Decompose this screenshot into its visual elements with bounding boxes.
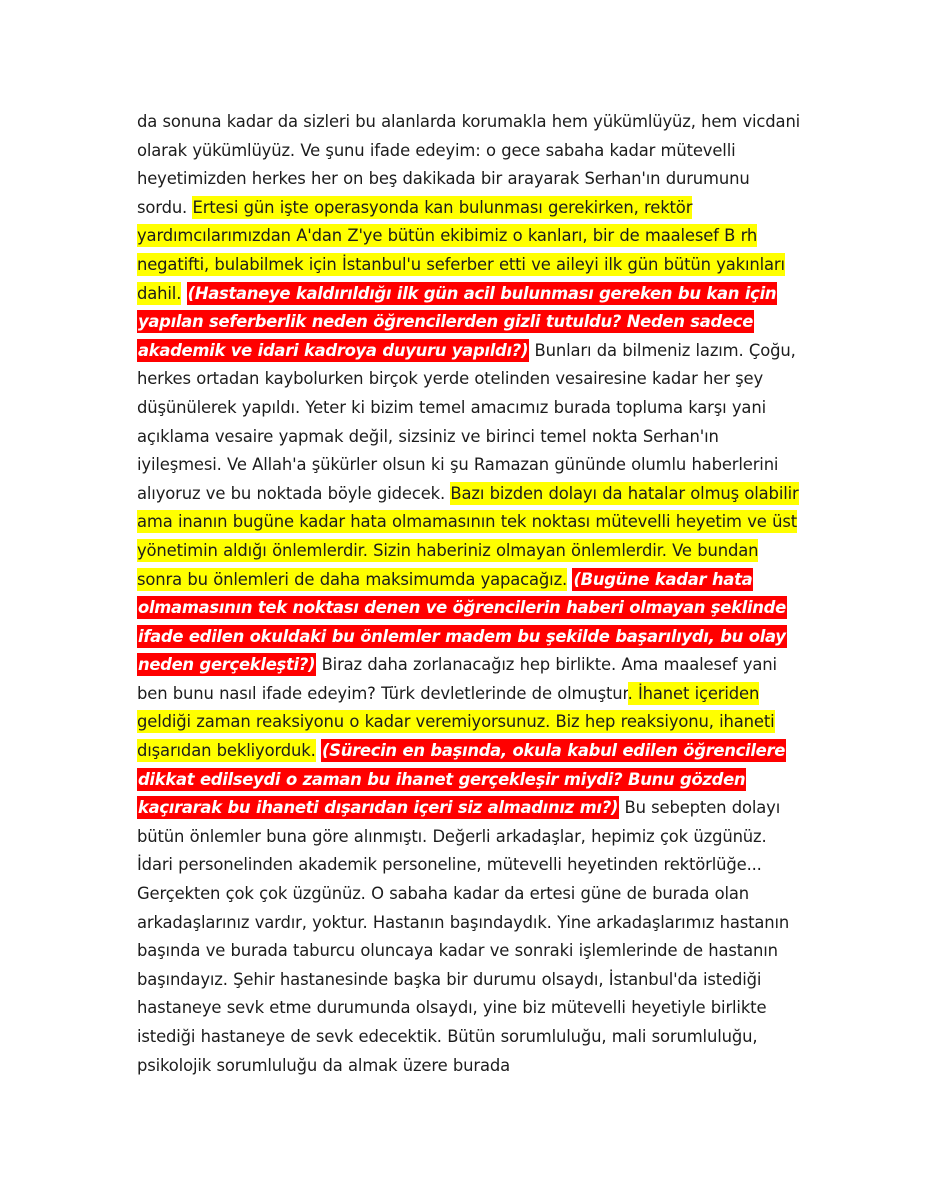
yellow-highlighted-text: Ertesi gün işte operasyonda kan bulunması gerekirken, rektör yardımcılarımızdan A'dan Z'ye bütün ekibimiz o kanları, bir de maalesef B rh negatifti, bulabilmek için İstanbul'u seferber etti ve aileyi ilk gün bütün yakınları dahil. xyxy=(137,197,785,303)
transcript-text: da sonuna kadar da sizleri bu alanlarda korumakla hem yükümlüyüz, hem vicdani olarak yükümlüyüz. Ve şunu ifade edeyim: o gece sabaha kadar mütevelli heyetimizden herkes her on beş dakikada bir arayarak Serhan'ın durumunu sordu. xyxy=(137,112,801,217)
red-highlighted-question: (Sürecin en başında, okula kabul edilen öğrencilere dikkat edilseydi o zaman bu ihanet gerçekleşir miydi? Bunu gözden kaçırarak bu ihaneti dışarıdan içeri siz almadınız mı?) xyxy=(138,741,786,818)
red-highlighted-question: (Bugüne kadar hata olmamasının tek noktası denen ve öğrencilerin haberi olmayan şeklinde ifade edilen okuldaki bu önlemler madem bu şekilde başarılıydı, bu olay neden gerçekleşti?) xyxy=(138,569,786,675)
transcript-paragraph xyxy=(137,108,801,1080)
transcript-text: Biraz daha zorlanacağız hep birlikte. Ama maalesef yani ben bunu nasıl ifade edeyim? Türk devletlerinde de olmuştur xyxy=(137,655,777,703)
transcript-text: Bunları da bilmeniz lazım. Çoğu, herkes ortadan kaybolurken birçok yerde otelinden vesairesine kadar her şey düşünülerek yapıldı. Yeter ki bizim temel amacımız burada topluma karşı yani açıklama vesaire yapmak değil, sizsiniz ve birinci temel nokta Serhan'ın iyileşmesi. Ve Allah'a şükürler olsun ki şu Ramazan gününde olumlu haberlerini alıyoruz ve bu noktada böyle gidecek. xyxy=(137,340,796,503)
transcript-text xyxy=(181,284,186,303)
red-highlighted-question: (Hastaneye kaldırıldığı ilk gün acil bulunması gereken bu kan için yapılan seferberlik neden öğrencilerden gizli tutuldu? Neden sadece akademik ve idari kadroya duyuru yapıldı?) xyxy=(138,283,777,360)
yellow-highlighted-text: Bazı bizden dolayı da hatalar olmuş olabilir ama inanın bugüne kadar hata olmamasının tek noktası mütevelli heyetim ve üst yönetimin aldığı önlemlerdir. Sizin haberiniz olmayan önlemlerdir. Ve bundan sonra bu önlemleri de daha maksimumda yapacağız. xyxy=(137,483,799,589)
transcript-text: Bu sebepten dolayı bütün önlemler buna göre alınmıştı. Değerli arkadaşlar, hepimiz çok üzgünüz. İdari personelinden akademik personeline, mütevelli heyetinden rektörlüğe... Gerçekten çok çok üzgünüz. O sabaha kadar da ertesi güne de burada olan arkadaşlarınız vardır, yoktur. Hastanın başındaydık. Yine arkadaşlarımız hastanın başında ve burada taburcu oluncaya kadar ve sonraki işlemlerinde de hastanın başındayız. Şehir hastanesinde başka bir durumu olsaydı, İstanbul'da istediği hastaneye sevk etme durumunda olsaydı, yine biz mütevelli heyetiyle birlikte istediği hastaneye de sevk edecektik. Bütün sorumluluğu, mali sorumluluğu, psikolojik sorumluluğu da almak üzere burada xyxy=(137,798,790,1075)
yellow-highlighted-text: . İhanet içeriden geldiği zaman reaksiyonu o kadar veremiyorsunuz. Biz hep reaksiyonu, ihaneti dışarıdan bekliyorduk. xyxy=(137,683,775,761)
